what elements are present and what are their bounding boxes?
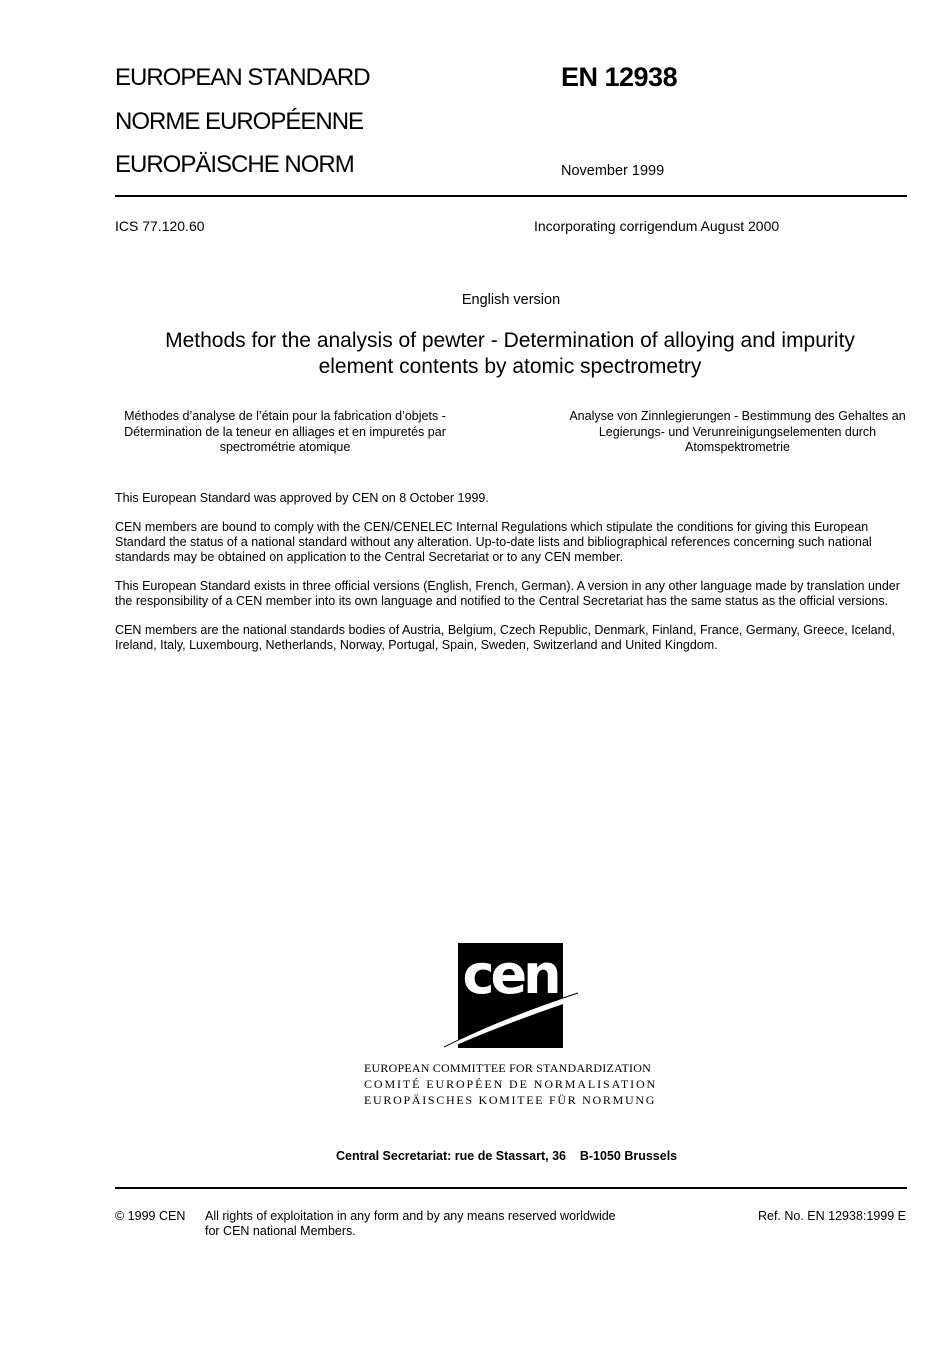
versions-paragraph: This European Standard exists in three official versions (English, French, German). A version in any other language made by translation under the responsibility of a CEN member into its own language and notified to the Central Secretariat has the same status as the official versions. [115,579,900,608]
approval-paragraph: This European Standard was approved by CEN on 8 October 1999. [115,491,489,505]
secretariat-address: Central Secretariat: rue de Stassart, 36 B-1050 Brussels [336,1149,678,1163]
copyright: © 1999 CEN [115,1209,186,1223]
title-english: EUROPEAN STANDARD [115,64,370,91]
cen-name-german: EUROPÄISCHES KOMITEE FÜR NORMUNG [364,1093,657,1107]
french-title: Méthodes d’analyse de l’étain pour la fabrication d’objets - Détermination de la teneur en alliages et en impuretés par spectrométrie atomique [124,409,446,454]
compliance-paragraph: CEN members are bound to comply with the CEN/CENELEC Internal Regulations which stipulate the conditions for giving this European Standard the status of a national standard without any alteration. Up-to-date lists and bibliographical references concerning such national standards may be obtained on application to the Central Secretariat or to any CEN member. [115,520,872,564]
document-number: EN 12938 [561,62,678,92]
body-text [115,491,907,667]
title-french: NORME EUROPÉENNE [115,108,364,135]
members-paragraph: CEN members are the national standards bodies of Austria, Belgium, Czech Republic, Denmark, Finland, France, Germany, Greece, Iceland, Ireland, Italy, Luxembourg, Netherlands, Norway, Portugal, Spain, Sweden, Switzerland and United Kingdom. [115,623,895,652]
cen-name-english: EUROPEAN COMMITTEE FOR STANDARDIZATION [364,1061,651,1075]
title-german: EUROPÄISCHE NORM [115,151,354,178]
language-version: English version [461,292,561,308]
publication-date: November 1999 [561,163,665,179]
footer-rule [115,1187,907,1189]
corrigendum-note: Incorporating corrigendum August 2000 [534,218,780,234]
header-rule [115,195,907,197]
rights-statement: All rights of exploitation in any form and by any means reserved worldwide for CEN national Members. [205,1209,616,1238]
cen-name-french: COMITÉ EUROPÉEN DE NORMALISATION [364,1077,658,1091]
reference-number: Ref. No. EN 12938:1999 E [757,1209,906,1223]
german-title: Analyse von Zinnlegierungen - Bestimmung des Gehaltes an Legierungs- und Verunreinigungselementen durch Atomspektrometrie [569,409,906,454]
ics-code: ICS 77.120.60 [115,218,205,234]
cen-logo [444,943,579,1051]
svg-text:cen: cen [462,943,558,1006]
main-title: Methods for the analysis of pewter - Determination of alloying and impurity element contents by atomic spectrometry [165,329,855,378]
